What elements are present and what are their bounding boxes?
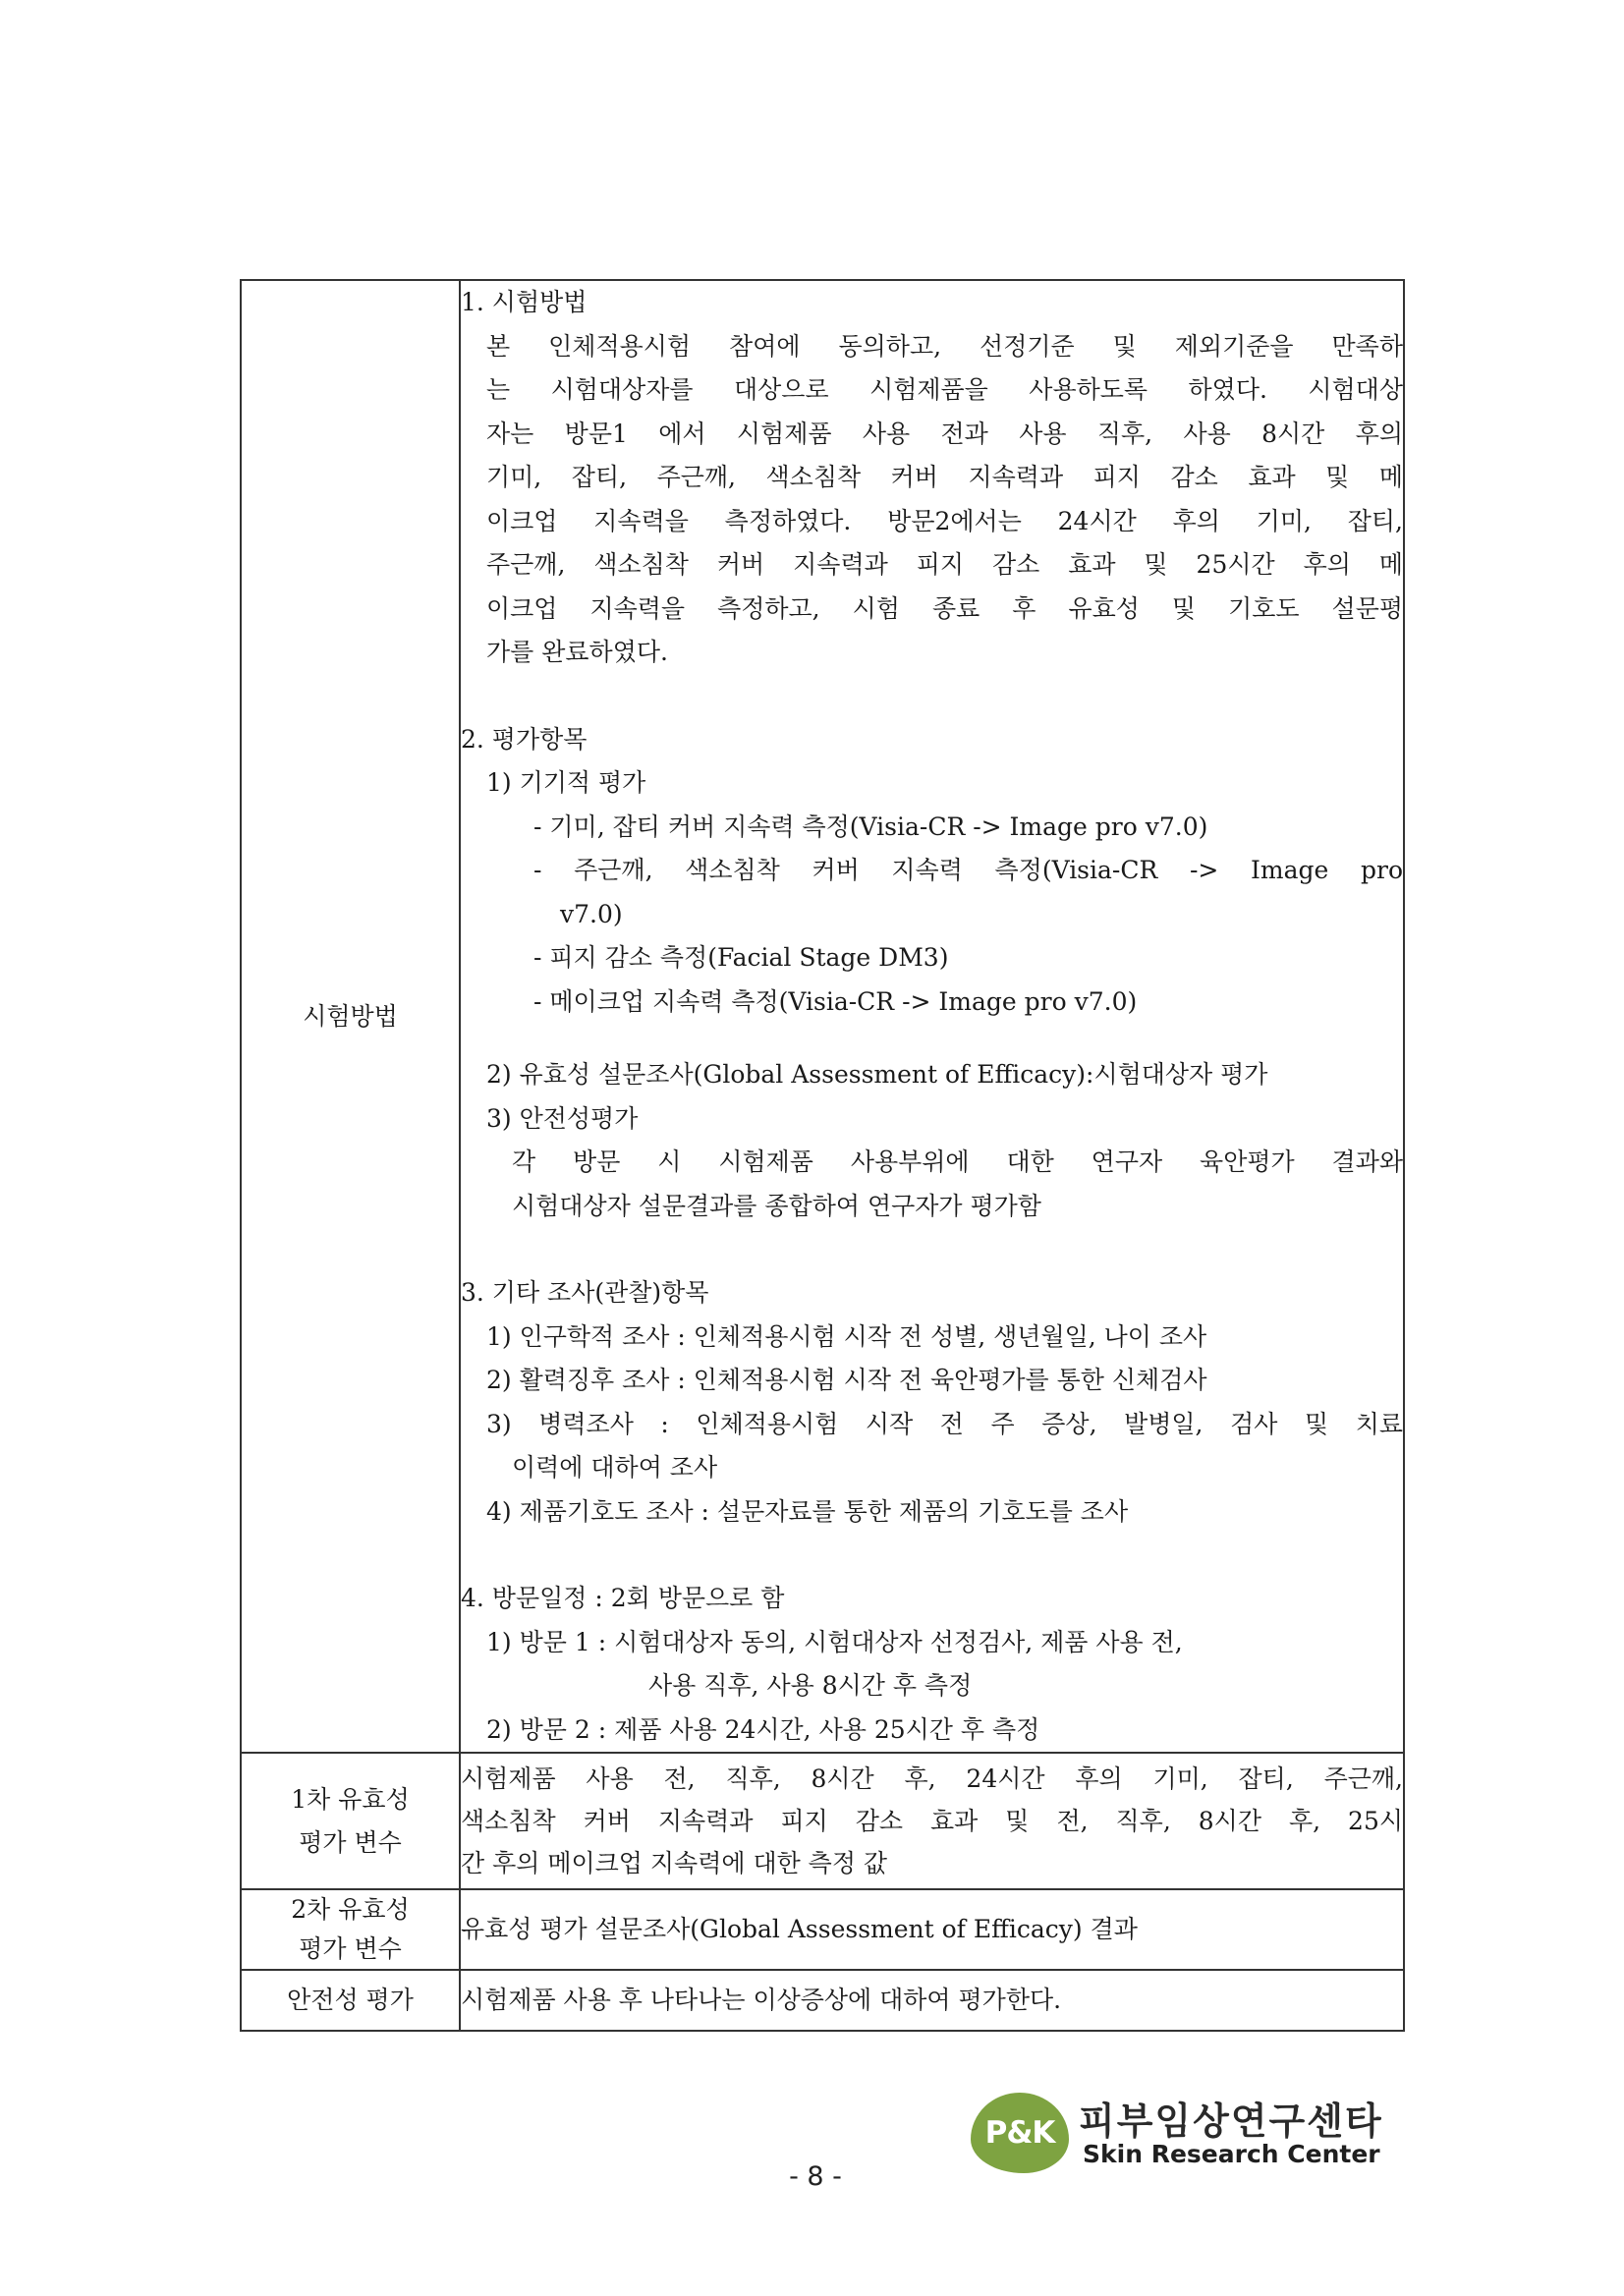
visit-item: 1) 방문 1 : 시험대상자 동의, 시험대상자 선정검사, 제품 사용 전, (486, 1627, 1183, 1656)
primary-line: 색소침착 커버 지속력과 피지 감소 효과 및 전, 직후, 8시간 후, 25시 (461, 1807, 1403, 1835)
logo-korean-name: 피부임상연구센타 (1079, 2100, 1383, 2143)
secondary-content (460, 1889, 1404, 1970)
visit-item-cont: 사용 직후, 사용 8시간 후 측정 (648, 1671, 973, 1700)
method-row (241, 280, 1404, 1753)
safety-eval-line: 시험대상자 설문결과를 종합하여 연구자가 평가함 (512, 1191, 1041, 1220)
other-item: 1) 인구학적 조사 : 인체적용시험 시작 전 성별, 생년월일, 나이 조사 (486, 1321, 1207, 1351)
section1-title: 1. 시험방법 (461, 288, 588, 316)
secondary-label-line1: 2차 유효성 (291, 1895, 410, 1924)
safety-label: 안전성 평가 (241, 1970, 460, 2031)
other-item: 4) 제품기호도 조사 : 설문자료를 통한 제품의 기호도를 조사 (486, 1496, 1129, 1526)
primary-label-line2: 평가 변수 (299, 1827, 402, 1857)
section1-line: 는 시험대상자를 대상으로 시험제품을 사용하도록 하였다. 시험대상 (486, 375, 1403, 404)
section1-line: 주근깨, 색소침착 커버 지속력과 피지 감소 효과 및 25시간 후의 메 (486, 550, 1403, 579)
safety-text: 시험제품 사용 후 나타나는 이상증상에 대하여 평가한다. (461, 1985, 1062, 2014)
section4-title: 4. 방문일정 : 2회 방문으로 함 (461, 1584, 785, 1612)
device-eval-item: - 메이크업 지속력 측정(Visia-CR -> Image pro v7.0) (533, 986, 1138, 1016)
safety-content (460, 1970, 1404, 2031)
device-eval-title: 1) 기기적 평가 (486, 768, 646, 797)
method-content (460, 280, 1404, 1753)
section1-line: 이크업 지속력을 측정하고, 시험 종료 후 유효성 및 기호도 설문평 (486, 593, 1403, 623)
section1-line: 가를 완료하였다. (486, 638, 668, 666)
other-item: 2) 활력징후 조사 : 인체적용시험 시작 전 육안평가를 통한 신체검사 (486, 1366, 1207, 1394)
section1-line: 기미, 잡티, 주근깨, 색소침착 커버 지속력과 피지 감소 효과 및 메 (486, 463, 1403, 491)
device-eval-item: - 피지 감소 측정(Facial Stage DM3) (533, 943, 949, 972)
method-label: 시험방법 (241, 280, 460, 1753)
primary-label (241, 1753, 460, 1889)
section3-title: 3. 기타 조사(관찰)항목 (461, 1278, 709, 1307)
other-item-cont: 이력에 대하여 조사 (512, 1453, 718, 1482)
secondary-row (241, 1889, 1404, 1970)
logo-english-name: Skin Research Center (1083, 2140, 1380, 2168)
section1-line: 이크업 지속력을 측정하였다. 방문2에서는 24시간 후의 기미, 잡티, (486, 506, 1403, 535)
section2-title: 2. 평가항목 (461, 724, 588, 754)
primary-content (460, 1753, 1404, 1889)
visit-item: 2) 방문 2 : 제품 사용 24시간, 사용 25시간 후 측정 (486, 1714, 1040, 1744)
device-eval-item: - 기미, 잡티 커버 지속력 측정(Visia-CR -> Image pro v7.0) (533, 812, 1208, 841)
safety-eval-title: 3) 안전성평가 (486, 1103, 639, 1133)
protocol-table (240, 279, 1405, 2032)
secondary-label (241, 1889, 460, 1970)
logo-mark: P&K (971, 2093, 1069, 2173)
page-number: - 8 - (789, 2161, 842, 2192)
other-item: 3) 병력조사 : 인체적용시험 시작 전 주 증상, 발병일, 검사 및 치료 (486, 1409, 1403, 1438)
center-logo (971, 2085, 1383, 2183)
device-eval-item-cont: v7.0) (560, 899, 623, 928)
safety-eval-line: 각 방문 시 시험제품 사용부위에 대한 연구자 육안평가 결과와 (512, 1148, 1403, 1176)
primary-line: 시험제품 사용 전, 직후, 8시간 후, 24시간 후의 기미, 잡티, 주근깨, (461, 1764, 1403, 1793)
secondary-label-line2: 평가 변수 (299, 1934, 402, 1963)
section1-line: 자는 방문1 에서 시험제품 사용 전과 사용 직후, 사용 8시간 후의 (486, 419, 1403, 448)
secondary-text: 유효성 평가 설문조사(Global Assessment of Efficacy) 결과 (461, 1914, 1138, 1943)
primary-row (241, 1753, 1404, 1889)
primary-line: 간 후의 메이크업 지속력에 대한 측정 값 (461, 1849, 888, 1877)
efficacy-survey: 2) 유효성 설문조사(Global Assessment of Efficacy):시험대상자 평가 (486, 1060, 1268, 1089)
safety-row (241, 1970, 1404, 2031)
section1-line: 본 인체적용시험 참여에 동의하고, 선정기준 및 제외기준을 만족하 (486, 331, 1403, 361)
device-eval-item: - 주근깨, 색소침착 커버 지속력 측정(Visia-CR -> Image pro (533, 856, 1403, 884)
primary-label-line1: 1차 유효성 (291, 1784, 410, 1814)
